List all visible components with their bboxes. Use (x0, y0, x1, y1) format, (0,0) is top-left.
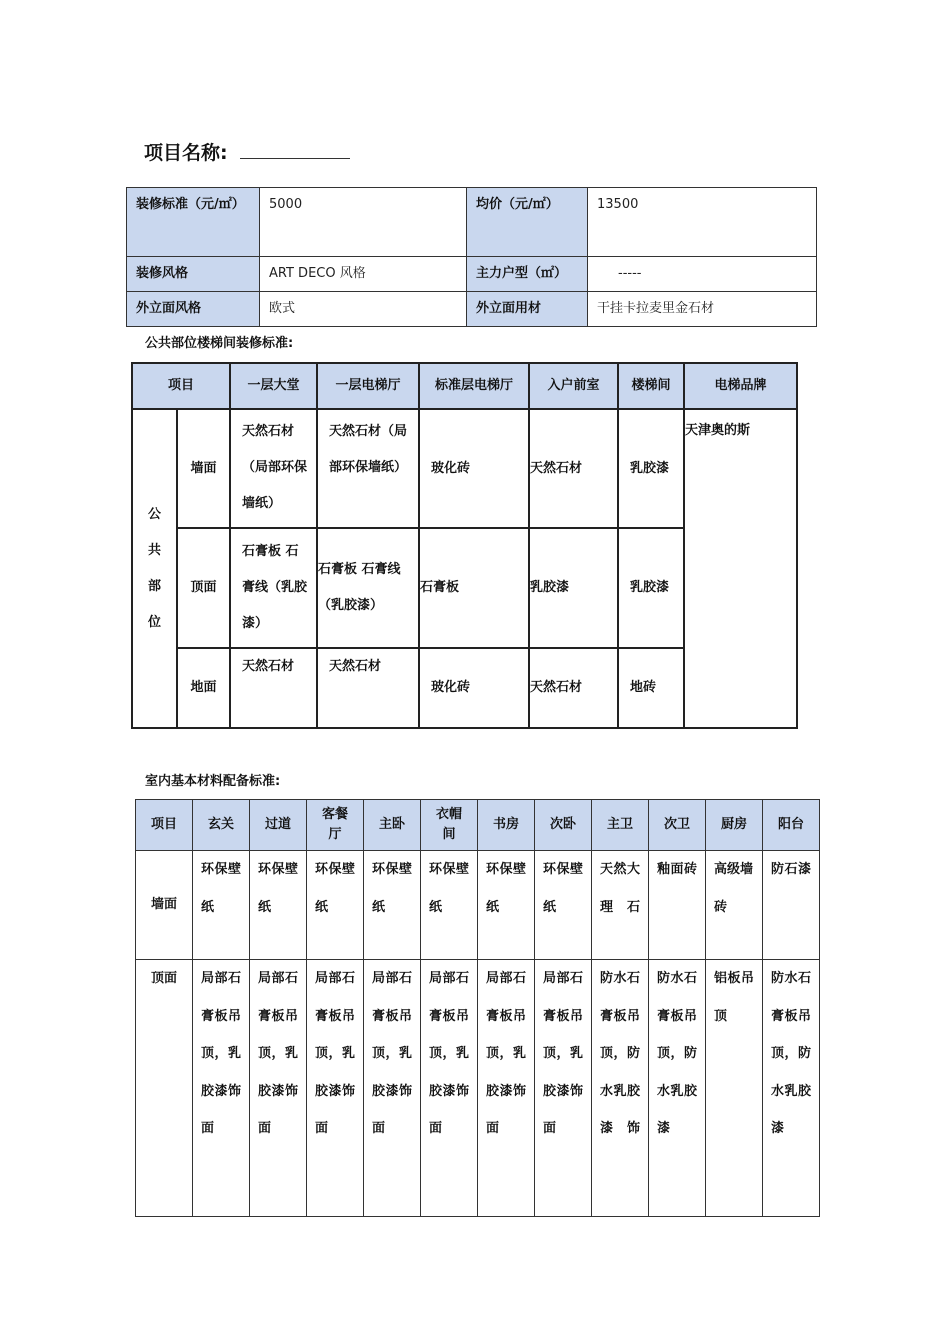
facade-style-value: 欧式 (260, 292, 467, 327)
public-cell: 天然石材（局部环保墙纸） (230, 409, 317, 528)
public-header-standard-elevator-hall: 标准层电梯厅 (419, 363, 529, 409)
public-cell: 天然石材 (230, 648, 317, 728)
interior-cell: 防水石膏板吊顶，防水乳胶漆饰 (592, 960, 649, 1217)
public-header-ground-elevator-hall: 一层电梯厅 (317, 363, 419, 409)
interior-header-corridor: 过道 (250, 800, 307, 851)
interior-header-second-bath: 次卫 (649, 800, 706, 851)
public-cell: 地砖 (618, 648, 684, 728)
project-name-blank-line (240, 158, 350, 159)
public-group-label: 公共部位 (132, 409, 177, 728)
interior-cell: 局部石膏板吊顶，乳胶漆饰面 (250, 960, 307, 1217)
interior-header-second-bedroom: 次卧 (535, 800, 592, 851)
interior-header-study: 书房 (478, 800, 535, 851)
interior-cell: 防水石膏板吊顶，防水乳胶漆 (649, 960, 706, 1217)
facade-style-label: 外立面风格 (127, 292, 260, 327)
interior-cell: 天然大理石 (592, 851, 649, 960)
interior-section-title: 室内基本材料配备标准: (145, 774, 281, 789)
public-cell: 乳胶漆 (618, 409, 684, 528)
interior-cell: 防水石膏板吊顶，防水乳胶漆 (763, 960, 820, 1217)
summary-table (126, 187, 817, 327)
elevator-brand-value: 天津奥的斯 (684, 409, 797, 728)
interior-cell: 环保壁纸 (478, 851, 535, 960)
interior-header-kitchen: 厨房 (706, 800, 763, 851)
interior-cell: 局部石膏板吊顶，乳胶漆饰面 (478, 960, 535, 1217)
interior-cell: 高级墙砖 (706, 851, 763, 960)
interior-cell: 环保壁纸 (307, 851, 364, 960)
interior-cell: 防石漆 (763, 851, 820, 960)
main-unit-type-value: ----- (588, 257, 817, 292)
public-row-floor-label: 地面 (177, 648, 230, 728)
interior-cell: 环保壁纸 (364, 851, 421, 960)
interior-cell: 局部石膏板吊顶，乳胶漆饰面 (535, 960, 592, 1217)
interior-cell: 环保壁纸 (193, 851, 250, 960)
interior-header-master-bedroom: 主卧 (364, 800, 421, 851)
public-header-lobby: 一层大堂 (230, 363, 317, 409)
interior-cell: 局部石膏板吊顶，乳胶漆饰面 (364, 960, 421, 1217)
interior-row-wall-label: 墙面 (136, 851, 193, 960)
decoration-style-label: 装修风格 (127, 257, 260, 292)
interior-cell: 局部石膏板吊顶，乳胶漆饰面 (307, 960, 364, 1217)
decoration-standard-value: 5000 (260, 188, 467, 257)
public-cell: 天然石材 (529, 409, 618, 528)
interior-cell: 环保壁纸 (250, 851, 307, 960)
public-row-ceiling-label: 顶面 (177, 528, 230, 648)
public-cell: 天然石材 (317, 648, 419, 728)
public-cell: 玻化砖 (419, 409, 529, 528)
interior-cell: 环保壁纸 (421, 851, 478, 960)
public-cell: 乳胶漆 (618, 528, 684, 648)
public-cell: 乳胶漆 (529, 528, 618, 648)
public-cell: 石膏板 (419, 528, 529, 648)
public-area-table (131, 362, 798, 729)
public-cell: 天然石材 (529, 648, 618, 728)
project-name-label: 项目名称: (144, 142, 228, 164)
main-unit-type-label: 主力户型（㎡） (467, 257, 588, 292)
public-cell: 天然石材（局部环保墙纸） (317, 409, 419, 528)
interior-materials-table (135, 799, 820, 1217)
average-price-label: 均价（元/㎡） (467, 188, 588, 257)
interior-cell: 环保壁纸 (535, 851, 592, 960)
decoration-style-value: ART DECO 风格 (260, 257, 467, 292)
public-header-item: 项目 (132, 363, 230, 409)
public-header-stairwell: 楼梯间 (618, 363, 684, 409)
facade-material-label: 外立面用材 (467, 292, 588, 327)
interior-header-balcony: 阳台 (763, 800, 820, 851)
facade-material-value: 干挂卡拉麦里金石材 (588, 292, 817, 327)
interior-header-cloakroom: 衣帽间 (421, 800, 478, 851)
interior-header-master-bath: 主卫 (592, 800, 649, 851)
interior-cell: 局部石膏板吊顶，乳胶漆饰面 (421, 960, 478, 1217)
public-cell: 石膏板 石膏线（乳胶漆） (230, 528, 317, 648)
interior-header-living-dining: 客餐厅 (307, 800, 364, 851)
public-header-elevator-brand: 电梯品牌 (684, 363, 797, 409)
interior-cell: 铝板吊顶 (706, 960, 763, 1217)
interior-header-item: 项目 (136, 800, 193, 851)
public-row-wall-label: 墙面 (177, 409, 230, 528)
interior-header-entry: 玄关 (193, 800, 250, 851)
average-price-value: 13500 (588, 188, 817, 257)
interior-cell: 局部石膏板吊顶，乳胶漆饰面 (193, 960, 250, 1217)
interior-cell: 釉面砖 (649, 851, 706, 960)
public-area-section-title: 公共部位楼梯间装修标准: (145, 336, 294, 351)
public-header-entrance-foyer: 入户前室 (529, 363, 618, 409)
decoration-standard-label: 装修标准（元/㎡） (127, 188, 260, 257)
public-cell: 玻化砖 (419, 648, 529, 728)
interior-row-ceiling-label: 顶面 (136, 960, 193, 1217)
public-cell: 石膏板 石膏线（乳胶漆） (317, 528, 419, 648)
